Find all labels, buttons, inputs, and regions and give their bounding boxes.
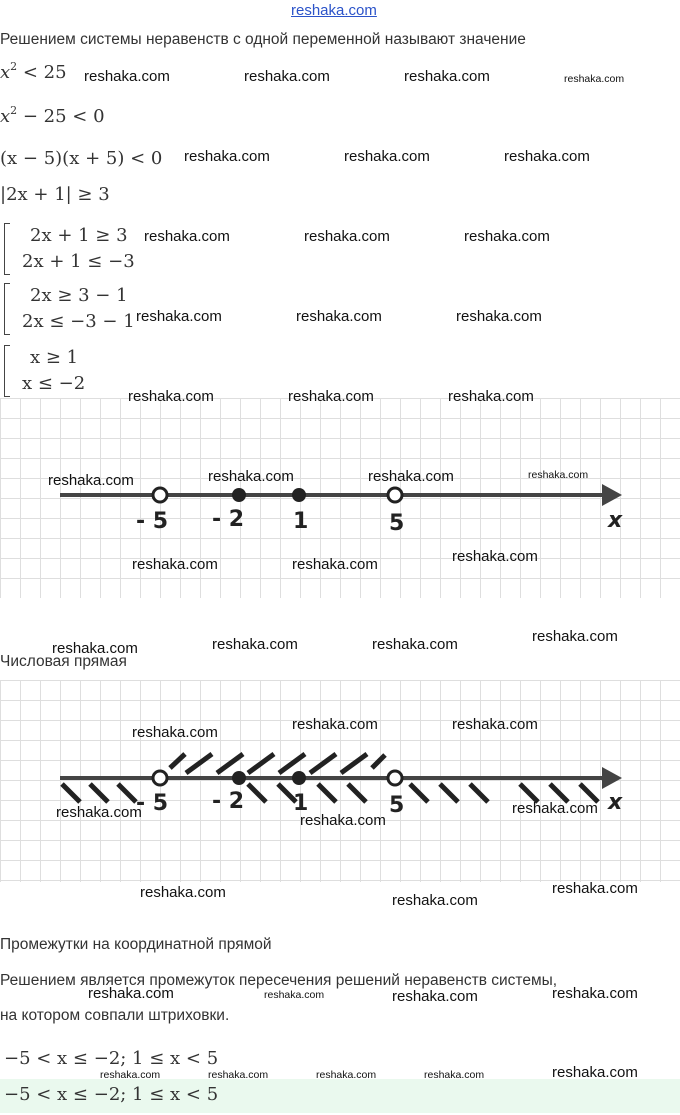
system-1-line-a: 2x + 1 ≥ 3 — [30, 225, 128, 246]
tick-label: 5 — [389, 511, 405, 536]
watermark: reshaka.com — [532, 628, 618, 645]
axis-label: x — [608, 790, 623, 815]
watermark: reshaka.com — [136, 308, 222, 325]
caption-number-line: Числовая прямая — [0, 653, 127, 670]
tick-label: - 2 — [212, 507, 245, 532]
tick-label: 1 — [293, 791, 309, 816]
watermark: reshaka.com — [208, 1069, 269, 1081]
watermark: reshaka.com — [424, 1069, 485, 1081]
watermark: reshaka.com — [144, 228, 230, 245]
system-bracket — [4, 283, 10, 335]
watermark: reshaka.com — [128, 388, 214, 405]
watermark: reshaka.com — [100, 1069, 161, 1081]
point-marker — [388, 771, 402, 785]
system-3-line-a: x ≥ 1 — [30, 347, 79, 368]
tick-label: - 5 — [136, 791, 169, 816]
watermark: reshaka.com — [132, 724, 218, 741]
watermark: reshaka.com — [372, 636, 458, 653]
system-3-line-b: x ≤ −2 — [22, 373, 86, 394]
caption-intervals: Промежутки на координатной прямой — [0, 936, 272, 953]
point-marker — [153, 488, 167, 502]
point-marker — [232, 488, 246, 502]
watermark: reshaka.com — [344, 148, 430, 165]
system-2-line-b: 2x ≤ −3 − 1 — [22, 311, 135, 332]
system-1-line-b: 2x + 1 ≤ −3 — [22, 251, 135, 272]
answer-line: −5 < x ≤ −2; 1 ≤ x < 5 — [4, 1048, 219, 1069]
tick-label: - 5 — [136, 509, 169, 534]
system-2-line-a: 2x ≥ 3 − 1 — [30, 285, 128, 306]
math-line-1 — [0, 60, 67, 83]
hatching-upper — [170, 754, 385, 773]
watermark: reshaka.com — [368, 468, 454, 485]
watermark: reshaka.com — [288, 388, 374, 405]
number-line-2-svg — [0, 680, 680, 882]
watermark: reshaka.com — [48, 472, 134, 489]
watermark: reshaka.com — [456, 308, 542, 325]
watermark: reshaka.com — [264, 989, 325, 1001]
point-marker — [388, 488, 402, 502]
point-marker — [292, 771, 306, 785]
watermark: reshaka.com — [292, 556, 378, 573]
math-var: x — [0, 62, 11, 83]
watermark: reshaka.com — [316, 1069, 377, 1081]
watermark: reshaka.com — [292, 716, 378, 733]
math-line-3: (x − 5)(x + 5) < 0 — [0, 148, 163, 169]
watermark: reshaka.com — [448, 388, 534, 405]
watermark: reshaka.com — [88, 985, 174, 1002]
watermark: reshaka.com — [304, 228, 390, 245]
math-var: x — [0, 106, 11, 127]
watermark: reshaka.com — [464, 228, 550, 245]
watermark: reshaka.com — [52, 640, 138, 657]
point-marker — [232, 771, 246, 785]
math-line-4: |2x + 1| ≥ 3 — [0, 184, 110, 205]
watermark: reshaka.com — [404, 68, 490, 85]
math-exponent: 2 — [10, 60, 18, 73]
watermark: reshaka.com — [84, 68, 170, 85]
conclusion-text-1: Решением является промежуток пересечения решений неравенств системы, — [0, 972, 558, 989]
point-marker — [292, 488, 306, 502]
axis-arrow — [602, 767, 622, 789]
tick-label: 1 — [293, 509, 309, 534]
system-bracket — [4, 345, 10, 397]
math-exponent: 2 — [10, 104, 18, 117]
math-rest: − 25 < 0 — [17, 106, 105, 127]
watermark: reshaka.com — [296, 308, 382, 325]
intro-text: Решением системы неравенств с одной переменной называют значение — [0, 31, 526, 48]
axis-arrow — [602, 484, 622, 506]
watermark: reshaka.com — [132, 556, 218, 573]
point-marker — [153, 771, 167, 785]
site-header-link[interactable]: reshaka.com — [291, 2, 377, 19]
conclusion-text-2: на котором совпали штриховки. — [0, 1007, 230, 1024]
watermark: reshaka.com — [452, 716, 538, 733]
watermark: reshaka.com — [504, 148, 590, 165]
watermark: reshaka.com — [552, 985, 638, 1002]
watermark: reshaka.com — [212, 636, 298, 653]
final-answer: −5 < x ≤ −2; 1 ≤ x < 5 — [4, 1084, 219, 1105]
watermark: reshaka.com — [528, 469, 589, 481]
watermark: reshaka.com — [552, 880, 638, 897]
watermark: reshaka.com — [300, 812, 386, 829]
math-line-2 — [0, 104, 105, 127]
axis-label: x — [608, 508, 623, 533]
watermark: reshaka.com — [452, 548, 538, 565]
watermark: reshaka.com — [140, 884, 226, 901]
number-line-2-panel — [0, 680, 680, 882]
watermark: reshaka.com — [244, 68, 330, 85]
tick-label: 5 — [389, 793, 405, 818]
watermark: reshaka.com — [208, 468, 294, 485]
watermark: reshaka.com — [552, 1064, 638, 1081]
watermark: reshaka.com — [184, 148, 270, 165]
math-rest: < 25 — [17, 62, 67, 83]
watermark: reshaka.com — [56, 804, 142, 821]
tick-label: - 2 — [212, 789, 245, 814]
watermark: reshaka.com — [392, 988, 478, 1005]
watermark: reshaka.com — [564, 73, 625, 85]
watermark: reshaka.com — [512, 800, 598, 817]
watermark: reshaka.com — [392, 892, 478, 909]
system-bracket — [4, 223, 10, 275]
